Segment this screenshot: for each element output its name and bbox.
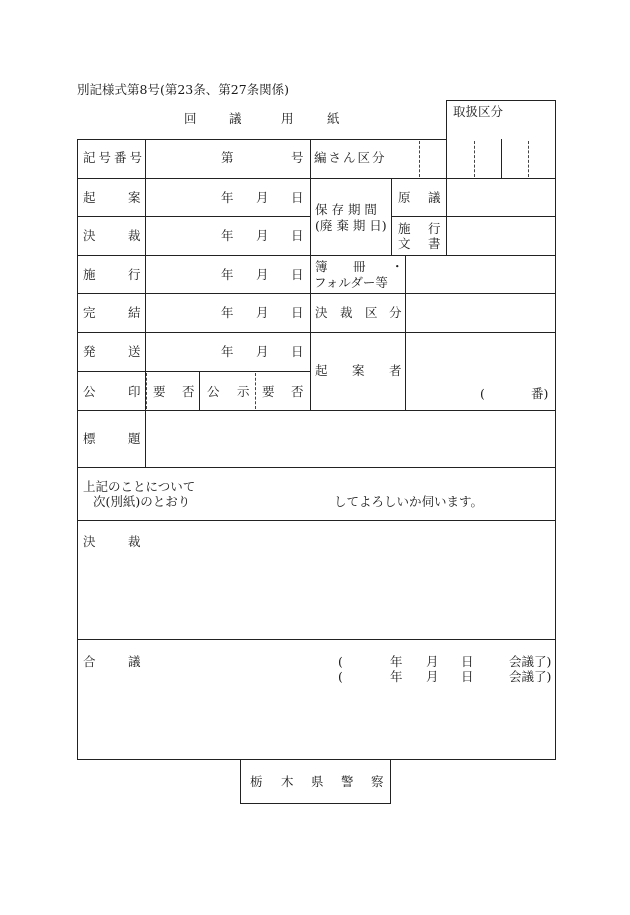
bosatsu-label-3: ・ [391,259,404,274]
consult-entry-2-month: 月 [426,669,439,684]
kessai-kubun-3: 区 [365,305,378,320]
row-line [77,520,556,521]
kian-date-month: 月 [256,190,269,205]
table-left-border [77,139,78,759]
consult-entry-1-year: 年 [390,654,403,669]
kanketsu-label-2: 結 [128,305,141,320]
row-line [77,293,556,294]
handling-label: 取扱区分 [453,104,504,119]
handling-box-top [446,100,556,101]
consult-entry-1-open: ( [338,654,343,669]
kessai-date-month: 月 [256,228,269,243]
koji-hi: 否 [291,384,304,399]
hensan-kubun-label: 編さん区分 [314,150,387,165]
hyodai-field[interactable] [146,411,555,467]
footer-box-bottom [240,803,391,804]
gengi-label-2: 議 [428,190,441,205]
folder-label: フォルダー等 [314,275,388,290]
shiko-date-year: 年 [221,267,234,282]
consult-entry-1-day: 日 [461,654,474,669]
koin-hi: 否 [182,384,195,399]
koji-label-2: 示 [237,384,250,399]
request-line-3: してよろしいか伺います。 [334,494,484,509]
form-title-char-4: 紙 [327,111,340,126]
footer-char-4: 警 [341,774,354,789]
row-line [77,216,310,217]
col-line [199,371,200,410]
record-number-label: 記号番号 [83,150,146,165]
row-line [391,216,556,217]
form-caption: 別記様式第8号(第23条、第27条関係) [77,82,290,97]
kiansha-label-3: 者 [389,363,402,378]
ban-close: 番) [531,386,549,401]
kanketsu-date-month: 月 [256,305,269,320]
gengi-label-1: 原 [398,190,411,205]
col-line [405,255,406,410]
hasso-date-month: 月 [256,344,269,359]
kessai-kubun-2: 裁 [340,305,353,320]
record-number-dai: 第 [221,150,234,165]
col-line [391,178,392,255]
shiko-label-2: 行 [128,267,141,282]
row-line [77,467,556,468]
table-top-border [77,139,446,140]
col-line [446,139,447,255]
ban-open: ( [480,386,485,401]
hasso-label-2: 送 [128,344,141,359]
bosatsu-label-1: 簿 [315,259,328,274]
kiansha-label-2: 案 [352,363,365,378]
consult-entry-2-day: 日 [461,669,474,684]
shiko-date-month: 月 [256,267,269,282]
koin-label-1: 公 [83,384,96,399]
form-title-char-1: 回 [184,111,197,126]
dashed-divider [146,373,147,409]
consult-entry-1-end: 会議了) [509,654,552,669]
kian-date-year: 年 [221,190,234,205]
row-line [77,332,556,333]
row-line [77,371,310,372]
row-line [77,255,556,256]
hozon-kikan-label: 保 存 期 間 [315,202,377,217]
kian-date-day: 日 [291,190,304,205]
kanketsu-date-year: 年 [221,305,234,320]
koin-label-2: 印 [128,384,141,399]
kessai-label-2: 裁 [128,228,141,243]
kessai-date-day: 日 [291,228,304,243]
footer-box-left [240,759,241,803]
hyodai-label-1: 標 [83,431,96,446]
record-number-go: 号 [291,150,304,165]
row-line [77,639,556,640]
col-line [501,139,502,178]
hyodai-label-2: 題 [128,431,141,446]
col-line [310,139,311,410]
koji-label-1: 公 [207,384,220,399]
koin-yo: 要 [153,384,166,399]
shiko-date-day: 日 [291,267,304,282]
shiko-label-1: 施 [83,267,96,282]
hasso-date-day: 日 [291,344,304,359]
consultation-label-1: 合 [83,654,96,669]
kessai-kubun-4: 分 [389,305,402,320]
kessai-kubun-1: 決 [315,305,328,320]
koji-yo: 要 [262,384,275,399]
handling-box-left [446,100,447,140]
footer-box-right [390,759,391,803]
shiko-bunsho-1a: 施 [398,221,411,236]
footer-box-top [240,759,391,760]
dashed-divider [474,141,475,177]
kanketsu-date-day: 日 [291,305,304,320]
kessai-date-year: 年 [221,228,234,243]
consult-entry-2-end: 会議了) [509,669,552,684]
dashed-divider [255,373,256,409]
consultation-label-2: 議 [128,654,141,669]
footer-char-2: 木 [281,774,294,789]
hasso-label-1: 発 [83,344,96,359]
kessai-label-1: 決 [83,228,96,243]
consult-entry-1-month: 月 [426,654,439,669]
kiansha-label-1: 起 [315,363,328,378]
shiko-bunsho-2a: 文 [398,236,411,251]
request-line-2: 次(別紙)のとおり [93,494,191,509]
dashed-divider [419,141,420,177]
haiki-kijitsu-label: (廃 棄 期 日) [315,218,387,233]
form-title-char-3: 用 [281,111,294,126]
hasso-date-year: 年 [221,344,234,359]
decision-area[interactable] [77,521,555,639]
kian-label-1: 起 [83,190,96,205]
kanketsu-label-1: 完 [83,305,96,320]
row-line [77,178,556,179]
col-line [145,139,146,467]
consult-entry-2-open: ( [338,669,343,684]
consult-entry-2-year: 年 [390,669,403,684]
decision-label-1: 決 [83,534,96,549]
decision-label-2: 裁 [128,534,141,549]
shiko-bunsho-2b: 書 [428,236,441,251]
footer-char-5: 察 [371,774,384,789]
table-right-border [555,100,556,759]
request-line-1: 上記のことについて [83,479,196,494]
shiko-bunsho-1b: 行 [428,221,441,236]
dashed-divider [528,141,529,177]
row-line [77,410,556,411]
footer-char-1: 栃 [250,774,263,789]
footer-char-3: 県 [311,774,324,789]
kian-label-2: 案 [128,190,141,205]
form-title-char-2: 議 [229,111,242,126]
bosatsu-label-2: 冊 [353,259,366,274]
